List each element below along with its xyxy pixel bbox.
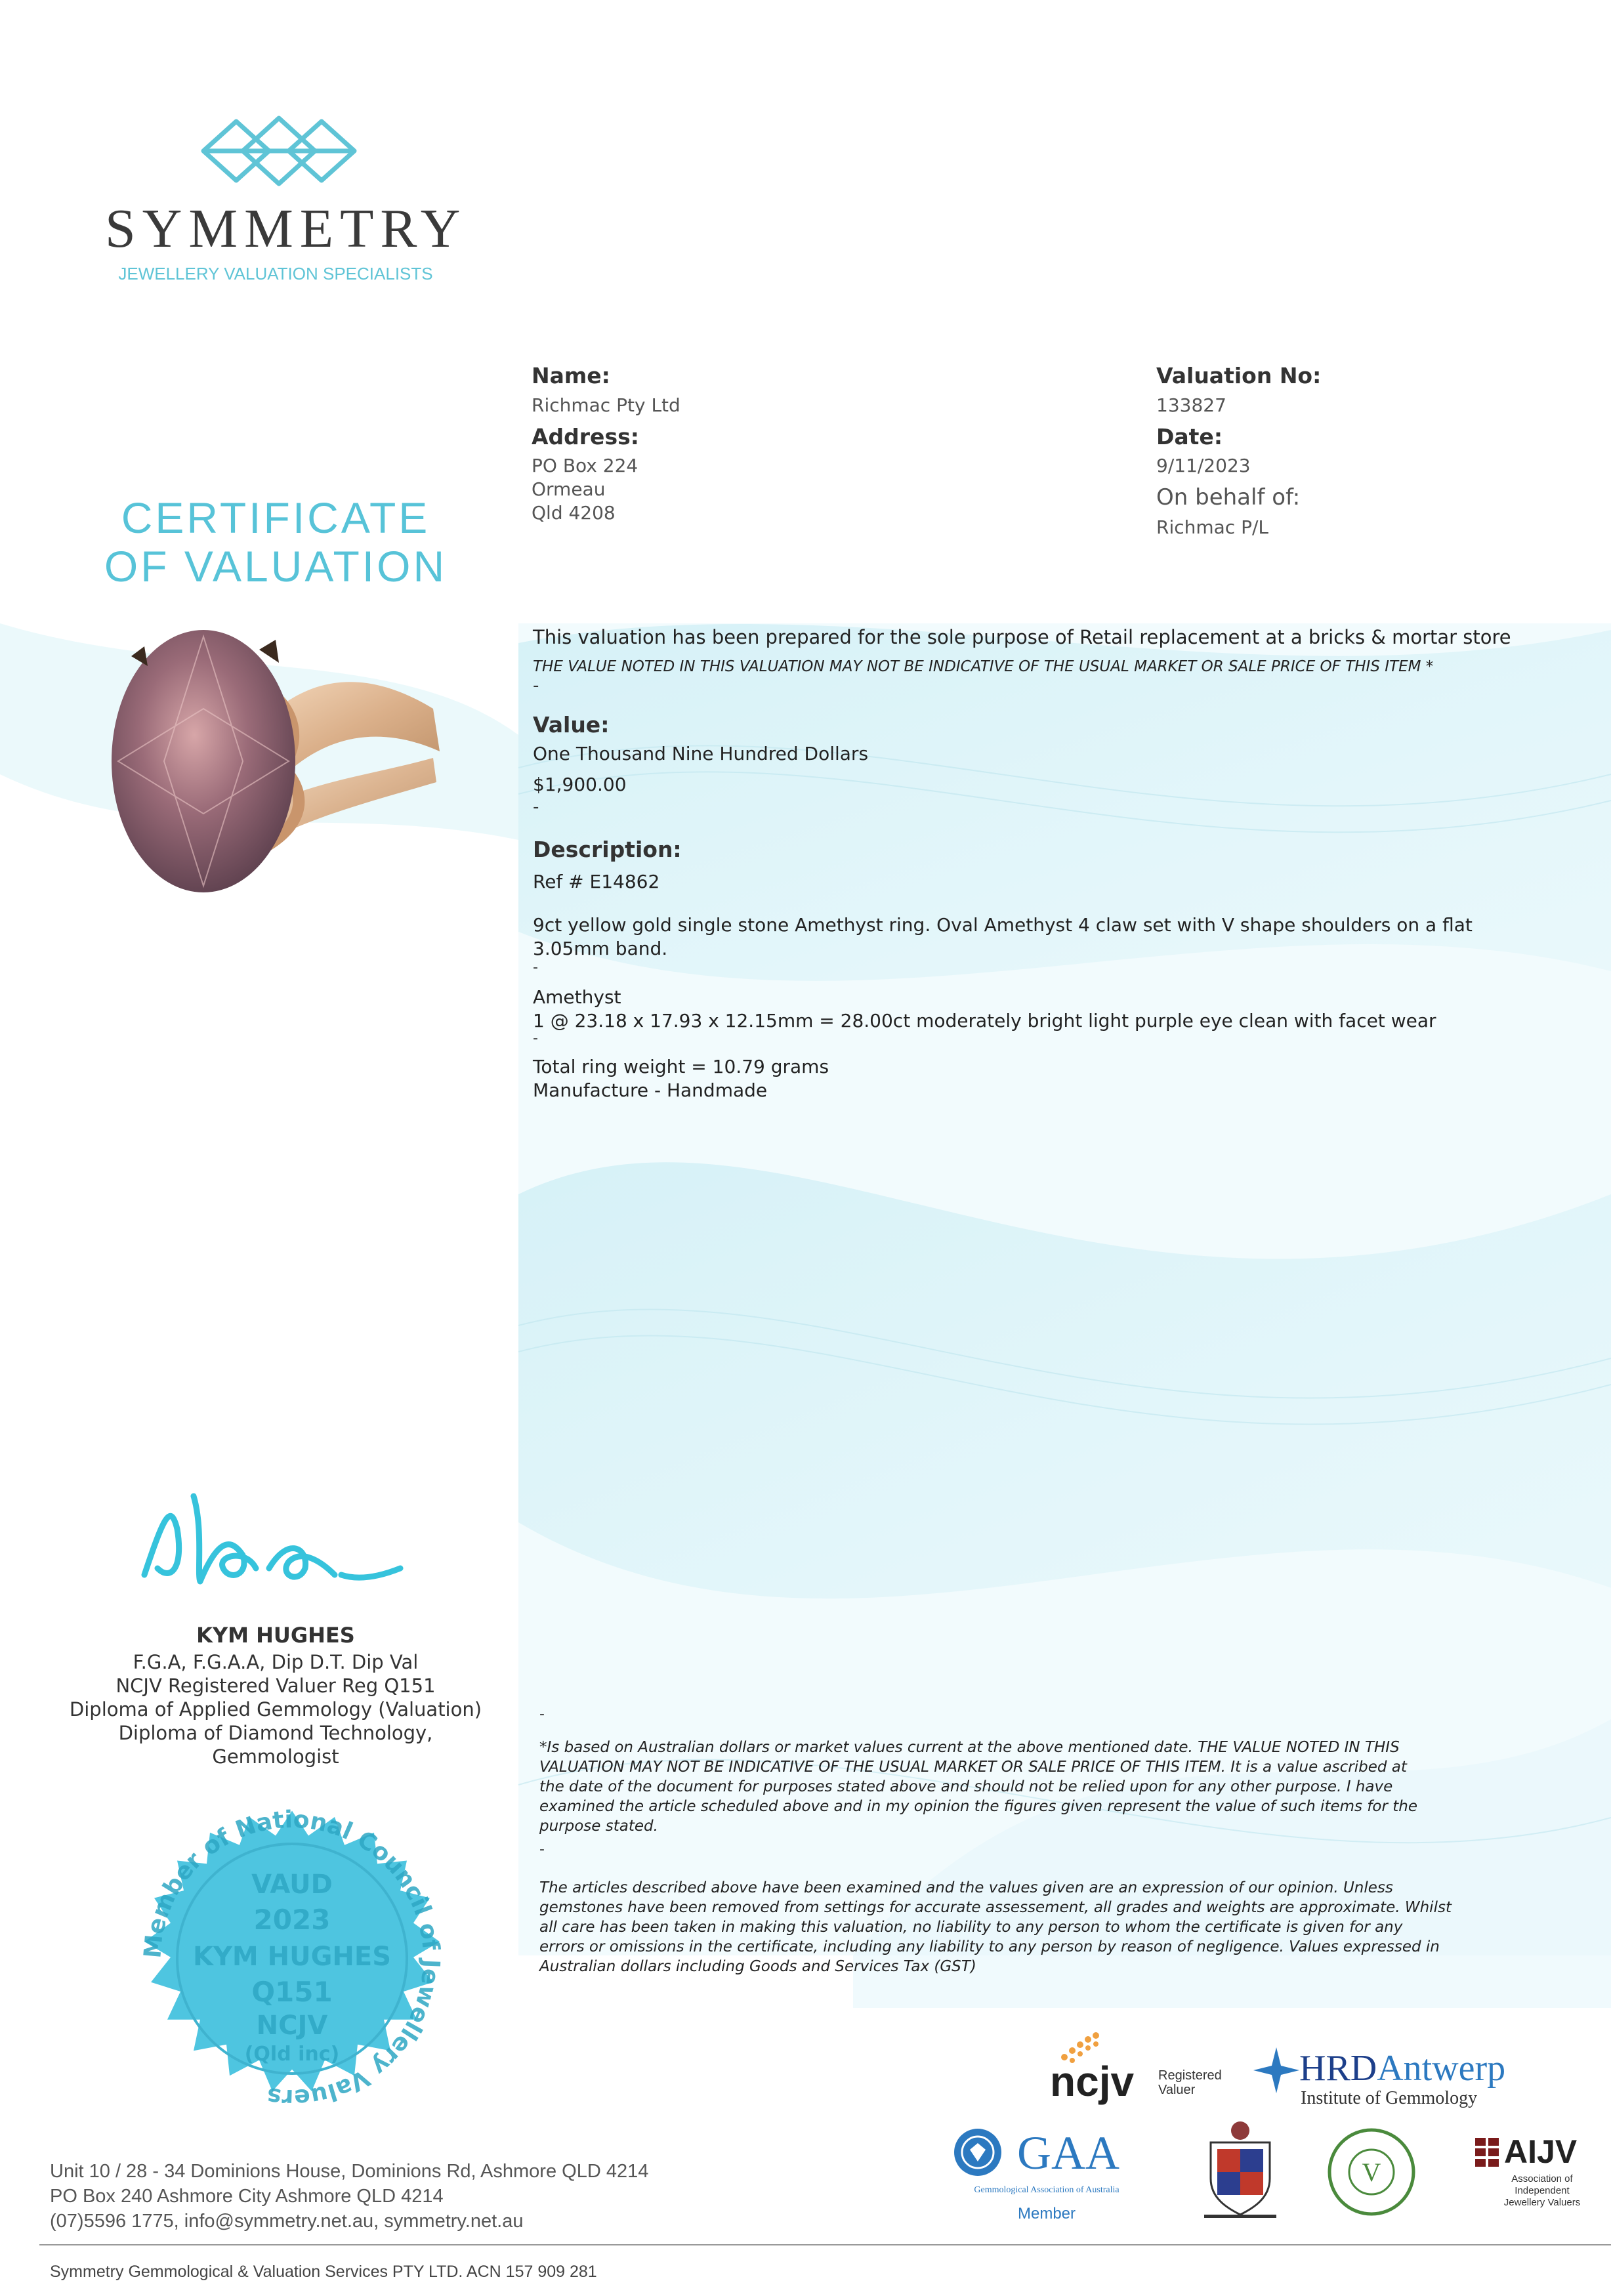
v-badge-logo [1326,2126,1417,2218]
address-line: PO Box 224 [532,455,638,476]
valuation-number: 133827 [1156,394,1226,416]
certificate-title-line1: CERTIFICATE [121,493,430,542]
date-label: Date: [1156,424,1223,449]
separator-dash: - [533,1030,538,1047]
antwerp-text: Antwerp [1377,2048,1506,2089]
footer-contact: (07)5596 1775, info@symmetry.net.au, symmetry.net.au [50,2211,524,2232]
seal-line: NCJV [256,2011,328,2041]
seal-line: Q151 [251,1976,333,2008]
stone-details [533,986,1436,1033]
client-name: Richmac Pty Ltd [532,394,680,416]
aijv-logo [1470,2131,1601,2217]
valuation-purpose: This valuation has been prepared for the sole purpose of Retail replacement at a bricks & mortar store [533,626,1511,648]
seal-line: (Qld inc) [244,2043,340,2066]
certificate-title [79,493,472,591]
aijv-subtitle [1490,2173,1595,2209]
note-line: *Is based on Australian dollars or market values current at the above mentioned date. THE VALUE NOTED IN THIS [539,1739,1400,1756]
brand-tagline: JEWELLERY VALUATION SPECIALISTS [118,264,433,283]
hrd-text: HRD [1299,2048,1377,2089]
hrd-antwerp-logo [1253,2047,1529,2119]
footer-divider [39,2244,1611,2245]
ncjv-member-seal [108,1765,476,2152]
description-label: Description: [533,837,682,862]
signatory-credentials [39,1650,512,1768]
value-words: One Thousand Nine Hundred Dollars [533,743,869,764]
value-amount: $1,900.00 [533,774,627,795]
separator-dash: - [533,797,539,817]
manufacture: Manufacture - Handmade [533,1079,768,1101]
ncjv-logo [1050,2028,1234,2106]
ncjv-wordmark: ncjv [1050,2058,1135,2105]
certificate-title-line2: OF VALUATION [104,542,448,591]
footer-address [50,2159,648,2234]
ring-weight-block [533,1055,829,1102]
footer-address-line: Unit 10 / 28 - 34 Dominions House, Dominions Rd, Ashmore QLD 4214 [50,2161,649,2182]
ncjv-subtitle [1158,2068,1222,2097]
separator-dash: - [533,959,538,976]
note-line: The articles described above have been examined and the values given are an expression of our opinion. Unless [539,1879,1393,1896]
separator-dash: - [533,676,539,696]
valuation-note-1 [539,1738,1537,1836]
credential-line: Gemmologist [212,1745,339,1768]
aijv-sub-line: Jewellery Valuers [1503,2197,1581,2208]
ncjv-sub-line: Registered [1158,2068,1222,2083]
note-line: errors or omissions in the certificate, including any liability to any person by reason of negligence. Values expressed in [539,1938,1440,1955]
valuation-note-2 [539,1878,1537,1976]
note-line: purpose stated. [539,1818,658,1835]
gaa-member: Member [1017,2205,1076,2223]
hrd-wordmark [1299,2047,1505,2089]
on-behalf-label: On behalf of: [1156,484,1301,511]
gaa-wordmark: GAA [1017,2127,1119,2179]
v-badge-letter: V [1362,2158,1381,2187]
note-line: all care has been taken in making this valuation, no liability to any person to whom the certificate is given for any [539,1919,1403,1936]
address-line: Ormeau [532,478,606,500]
name-label: Name: [532,363,610,388]
gaa-subtitle: Gemmological Association of Australia [974,2185,1119,2195]
note-line: Australian dollars including Goods and Services Tax (GST) [539,1958,976,1975]
valuation-date: 9/11/2023 [1156,455,1251,476]
reference-number: Ref # E14862 [533,871,660,892]
seal-line: 2023 [253,1904,331,1936]
note-line: examined the article scheduled above and in my opinion the figures given represent the value of such items for the [539,1798,1417,1815]
aijv-sub-line: Independent [1515,2185,1570,2196]
hrd-subtitle: Institute of Gemmology [1301,2088,1478,2108]
aijv-wordmark: AIJV [1504,2133,1578,2170]
separator-dash: - [539,1841,545,1858]
gaa-logo [952,2126,1142,2231]
ring-weight: Total ring weight = 10.79 grams [533,1056,829,1077]
ring-photo [98,610,466,919]
credential-line: F.G.A, F.G.A.A, Dip D.T. Dip Val [133,1651,419,1673]
ncjv-sub-line: Valuer [1158,2083,1196,2097]
gemmological-association-crest-icon [1191,2116,1289,2221]
description-line: 9ct yellow gold single stone Amethyst ring. Oval Amethyst 4 claw set with V shape shoulders on a flat [533,914,1473,936]
valuation-number-label: Valuation No: [1156,363,1322,388]
address-line: Qld 4208 [532,502,616,524]
symmetry-diamond-logo-icon [197,112,361,190]
gaa-emblem-icon [952,2126,1004,2179]
credential-line: Diploma of Diamond Technology, [118,1722,433,1744]
separator-dash: - [539,1706,545,1722]
note-line: gemstones have been removed from settings for accurate assessement, all grades and weights are approximate. Whilst [539,1899,1452,1916]
aijv-block-icon [1475,2138,1500,2167]
value-label: Value: [533,712,610,738]
footer-company: Symmetry Gemmological & Valuation Services PTY LTD. ACN 157 909 281 [50,2263,597,2281]
stone-name: Amethyst [533,986,621,1008]
on-behalf-value: Richmac P/L [1156,516,1269,538]
note-line: the date of the document for purposes stated above and should not be relied upon for any other purpose. I have [539,1778,1393,1795]
address-label: Address: [532,424,639,449]
seal-ring-text: Member of National Council of Jewellery Valuers [139,1806,445,2112]
aijv-sub-line: Association of [1511,2173,1573,2184]
hrd-star-icon [1253,2047,1299,2093]
value-disclaimer: THE VALUE NOTED IN THIS VALUATION MAY NOT BE INDICATIVE OF THE USUAL MARKET OR SALE PRICE OF THIS ITEM * [533,658,1434,675]
seal-line: VAUD [251,1869,333,1900]
brand-name: SYMMETRY [105,198,467,259]
description-line: 3.05mm band. [533,938,668,959]
note-line: VALUATION MAY NOT BE INDICATIVE OF THE USUAL MARKET OR SALE PRICE OF THIS ITEM. It is a value ascribed at [539,1759,1407,1776]
credential-line: NCJV Registered Valuer Reg Q151 [115,1675,436,1697]
client-address [532,454,638,525]
signature-image [131,1476,407,1608]
seal-line: KYM HUGHES [192,1942,392,1972]
signatory-name: KYM HUGHES [196,1623,355,1648]
footer-address-line: PO Box 240 Ashmore City Ashmore QLD 4214 [50,2186,444,2207]
stone-detail: 1 @ 23.18 x 17.93 x 12.15mm = 28.00ct moderately bright light purple eye clean with facet wear [533,1010,1436,1032]
credential-line: Diploma of Applied Gemmology (Valuation) [69,1698,482,1721]
description-text [533,913,1473,961]
